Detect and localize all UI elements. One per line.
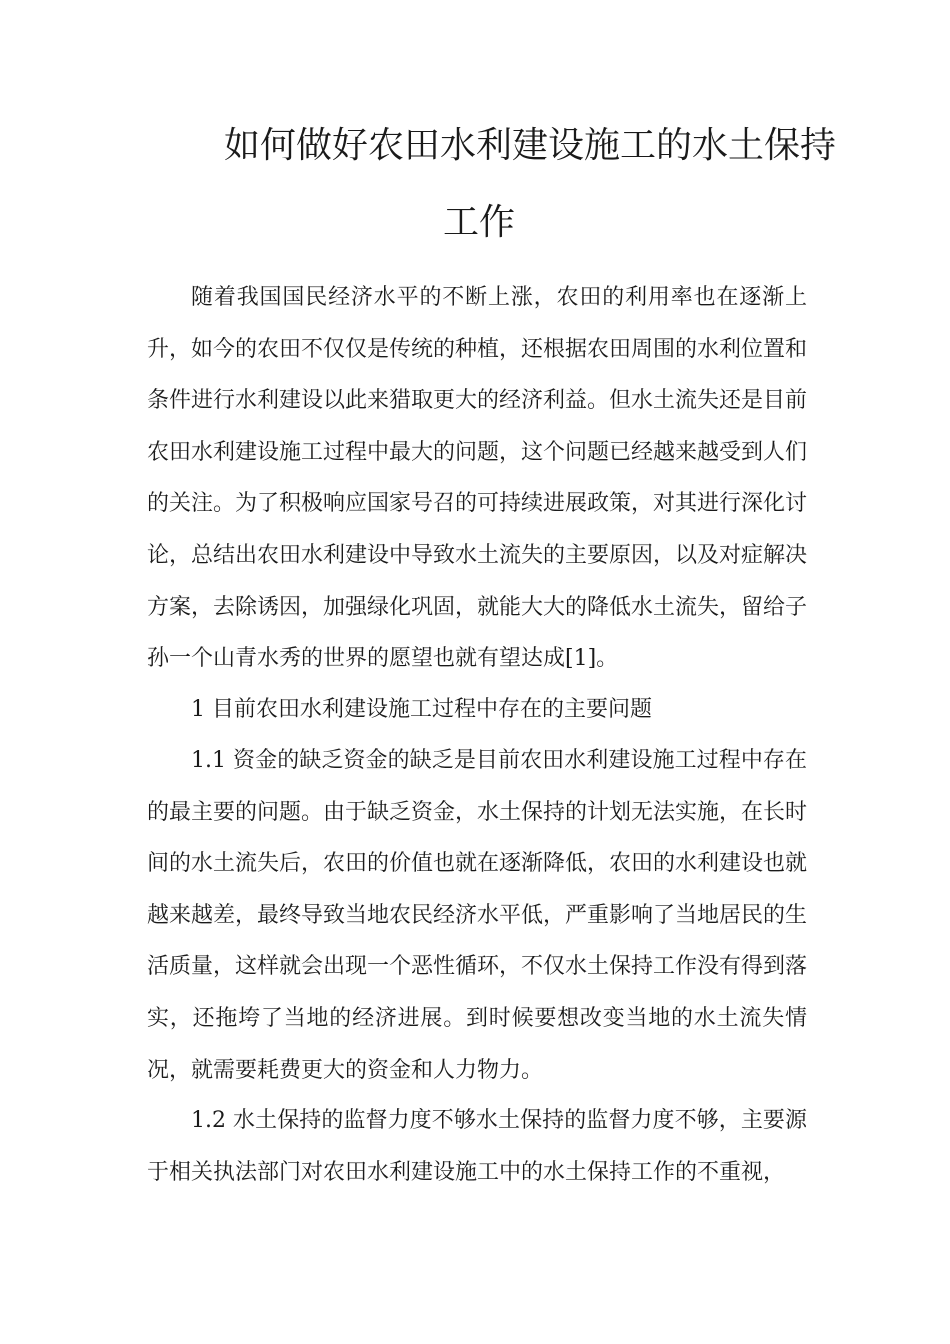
section-heading-1: 1 目前农田水利建设施工过程中存在的主要问题 xyxy=(191,697,652,722)
document-title-line-1: 如何做好农田水利建设施工的水土保持 xyxy=(224,125,837,166)
document-title-line-2: 工作 xyxy=(443,202,516,243)
section-1-2-paragraph: 1.2 水土保持的监督力度不够水土保持的监督力度不够，主要源于相关执法部门对农田水利建设施工中的水土保持工作的不重视， xyxy=(147,1108,807,1185)
section-1-1-paragraph: 1.1 资金的缺乏资金的缺乏是目前农田水利建设施工过程中存在的最主要的问题。由于缺乏资金，水土保持的计划无法实施，在长时间的水土流失后，农田的价值也就在逐渐降低，农田的水利建设也就越来越差，最终导致当地农民经济水平低，严重影响了当地居民的生活质量，这样就会出现一个恶性循环，不仅水土保持工作没有得到落实，还拖垮了当地的经济进展。到时候要想改变当地的水土流失情况，就需要耗费更大的资金和人力物力。 xyxy=(147,748,808,1083)
intro-paragraph: 随着我国国民经济水平的不断上涨，农田的利用率也在逐渐上升，如今的农田不仅仅是传统的种植，还根据农田周围的水利位置和条件进行水利建设以此来猎取更大的经济利益。但水土流失还是目前农田水利建设施工过程中最大的问题，这个问题已经越来越受到人们的关注。为了积极响应国家号召的可持续进展政策，对其进行深化讨论，总结出农田水利建设中导致水土流失的主要原因，以及对症解决方案，去除诱因，加强绿化巩固，就能大大的降低水土流失，留给子孙一个山青水秀的世界的愿望也就有望达成[1]。 xyxy=(147,285,808,672)
